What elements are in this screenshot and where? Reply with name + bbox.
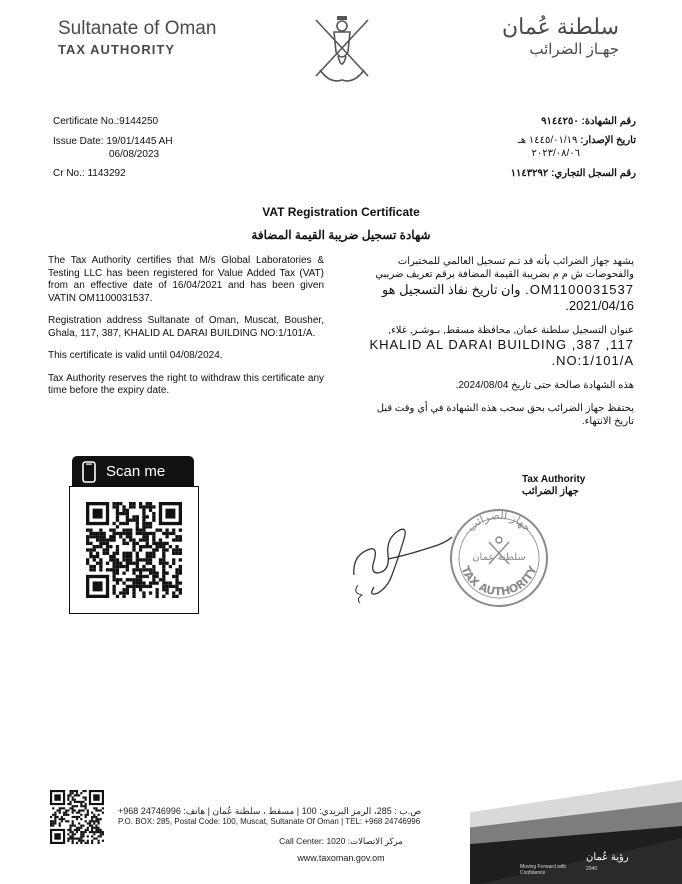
body-en-paragraph-4: Tax Authority reserves the right to withdraw this certificate any time before the expiry date. [48, 372, 324, 396]
body-ar-vatin: OM1100031537. وان تاريخ نفاذ التسجيل هو 2021/04/16. [381, 282, 634, 313]
signature-authority-en: Tax Authority [522, 474, 586, 485]
oman-khanjar-emblem-icon [310, 10, 374, 86]
body-ar-paragraph-3: هذه الشهادة صالحة حتى تاريخ 2024/08/04. [455, 380, 634, 391]
body-ar-paragraph-2: عنوان التسجيل سلطنة عمان, محافظة مسقط, بـوشـر, غلاء, [388, 325, 634, 336]
footer-address-en: P.O. BOX: 285, Postal Code: 100, Muscat, Sultanate Of Oman | TEL: +968 24746996 [118, 817, 421, 826]
certificate-number-ar: رقم الشهادة: ٩١٤٤٢٥٠ [541, 116, 636, 127]
certificate-number-en: Certificate No.:9144250 [53, 116, 159, 127]
issue-date-hijri-ar: ١٤٤٥/٠١/١٩ هـ [517, 135, 578, 146]
vision-logo-en: Moving Forward with Confidence [520, 864, 567, 876]
dept-name-en: TAX AUTHORITY [58, 42, 175, 57]
scan-me-label: Scan me [106, 463, 166, 480]
issue-date-en [53, 135, 173, 148]
vision-logo-year: 2040 [586, 866, 598, 872]
issue-date-hijri-en: 19/01/1445 AH [106, 136, 173, 147]
issue-date-label-ar: تاريخ الإصدار: [580, 135, 636, 146]
body-ar-address-latin: 117, 387, KHALID AL DARAI BUILDING NO:1/101/A. [369, 337, 634, 368]
org-name-ar: سلطنة عُمان [501, 14, 619, 39]
qr-code-frame [69, 486, 199, 614]
issue-date-greg-en: 06/08/2023 [109, 149, 160, 160]
dept-name-ar: جهـاز الضرائب [529, 41, 619, 58]
org-name-en: Sultanate of Oman [58, 18, 217, 39]
issue-date-label-en: Issue Date: [53, 136, 104, 147]
cr-number-en: Cr No.: 1143292 [53, 168, 126, 179]
signature-authority-ar: جهاز الضرائب [522, 486, 579, 497]
body-en-paragraph-3: This certificate is valid until 04/08/2024. [48, 350, 223, 361]
handwritten-signature [348, 515, 458, 605]
footer-address-ar: ص.ب : 285، الرمز البريدي: 100 | مسقط ، سلطنة عُمان | هاتف: 24746996 968+ [118, 806, 422, 816]
stamp-mid-text: سلطنة عمان [472, 552, 526, 563]
footer-website-link[interactable]: www.taxoman.gov.om [297, 853, 385, 863]
certificate-title-ar: شهادة تسجيل ضريبة القيمة المضافة [251, 228, 431, 242]
body-ar [362, 255, 634, 438]
stamp-top-text: جهاز الضرائب [464, 508, 534, 535]
scan-me-tab [72, 456, 194, 488]
issue-date-ar [518, 134, 636, 147]
body-en [48, 255, 324, 408]
vision-logo-ar: رؤية عُمان [586, 852, 629, 863]
official-stamp [446, 502, 552, 614]
phone-icon [82, 461, 96, 483]
footer-call-center: مركز الاتصالات: 1020 :Call Center [279, 836, 403, 846]
body-en-paragraph-2: Registration address Sultanate of Oman, Muscat, Bousher, Ghala, 117, 387, KHALID AL DARAI BUILDING NO:1/101/A. [48, 315, 324, 339]
body-ar-paragraph-1: يشهد جهاز الضرائب بأنه قد تـم تسجيل العالمي للمختبرات والفحوصات ش م م بضريبة القيمة المضافة برقم تعريف ضريبي [375, 256, 634, 280]
certificate-title-en: VAT Registration Certificate [262, 205, 420, 219]
cr-number-ar: رقم السجل التجاري: ١١٤٣٢٩٢ [510, 168, 636, 179]
body-en-paragraph-1: The Tax Authority certifies that M/s Global Laboratories & Testing LLC has been registered for Value Added Tax (VAT) from an effective date of 16/04/2021 and has been given VATIN OM1100031537. [48, 255, 324, 304]
stamp-bottom-text: TAX AUTHORITY [458, 564, 540, 599]
body-ar-paragraph-4: يحتفظ جهاز الضرائب بحق سحب هذه الشهادة في أي وقت قبل تاريخ الانتهاء. [376, 403, 634, 427]
qr-code-icon[interactable] [86, 502, 182, 598]
issue-date-greg-ar: ٢٠٢٣/٠٨/٠٦ [531, 148, 580, 159]
